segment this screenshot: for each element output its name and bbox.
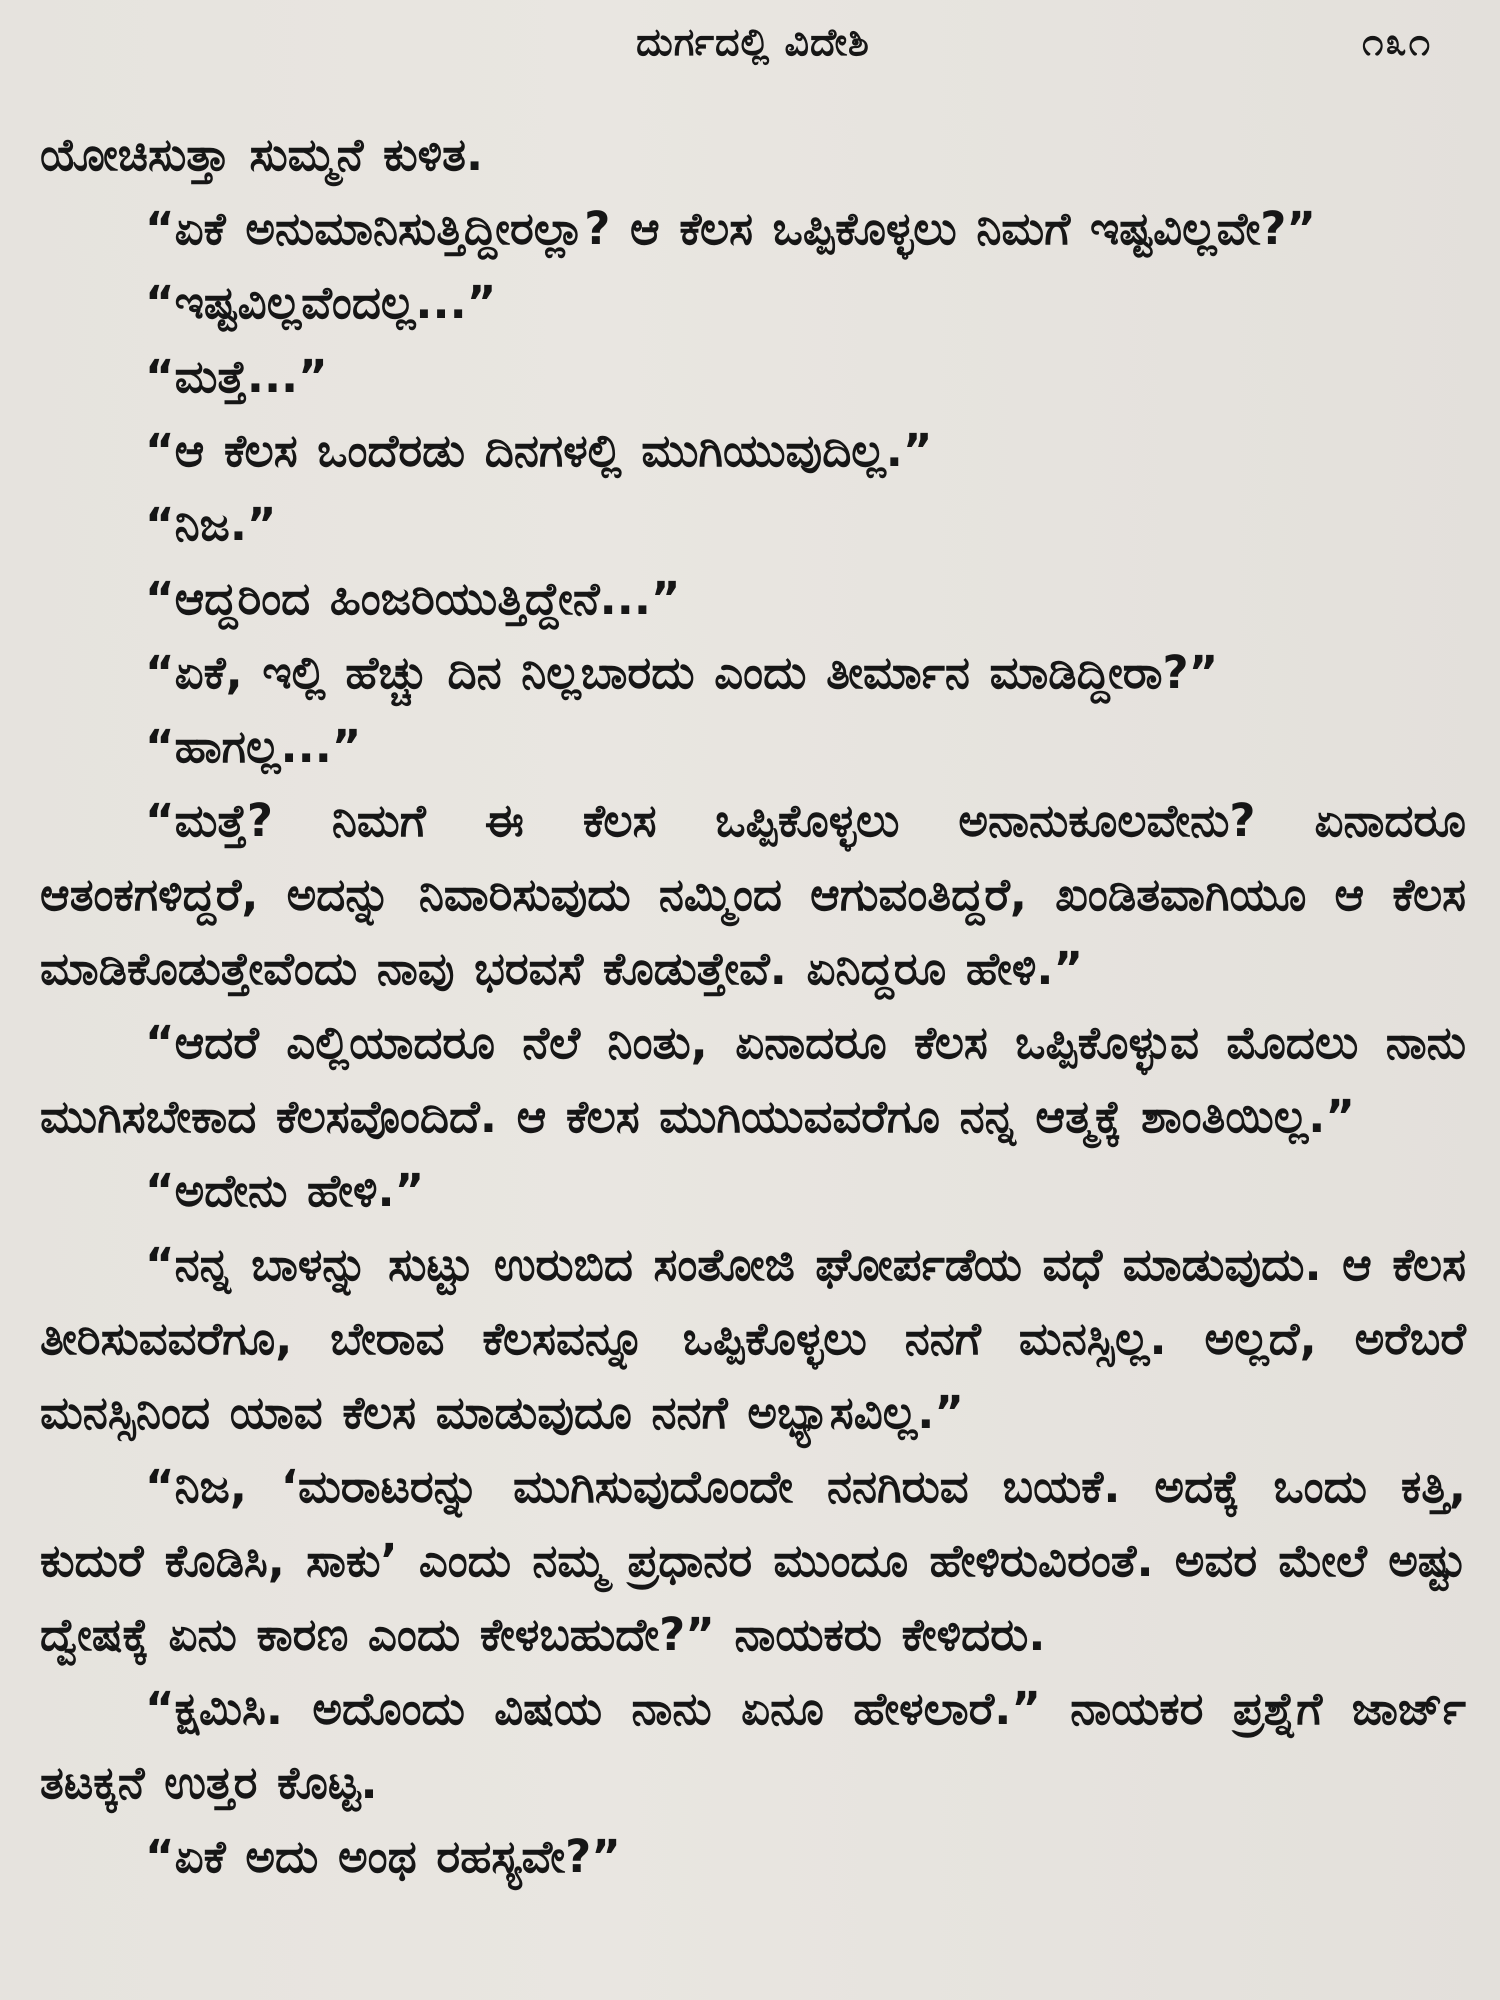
paragraph: “ನಿಜ.” — [145, 498, 277, 551]
paragraph: “ಹಾಗಲ್ಲ...” — [145, 720, 362, 773]
paragraph: “ಆ ಕೆಲಸ ಒಂದೆರಡು ದಿನಗಳಲ್ಲಿ ಮುಗಿಯುವುದಿಲ್ಲ.” — [145, 424, 933, 477]
paragraph: “ಕ್ಷಮಿಸಿ. ಅದೊಂದು ವಿಷಯ ನಾನು ಏನೂ ಹೇಳಲಾರೆ.” ನಾಯಕರ ಪ್ರಶ್ನೆಗೆ ಜಾರ್ಜ್ ತಟಕ್ಕನೆ ಉತ್ತರ ಕೊಟ್ಟ. — [40, 1682, 1466, 1809]
paragraph: “ಏಕೆ ಅನುಮಾನಿಸುತ್ತಿದ್ದೀರಲ್ಲಾ? ಆ ಕೆಲಸ ಒಪ್ಪಿಕೊಳ್ಳಲು ನಿಮಗೆ ಇಷ್ಟವಿಲ್ಲವೇ?” — [145, 202, 1316, 255]
running-title: ದುರ್ಗದಲ್ಲಿ ವಿದೇಶಿ — [636, 20, 870, 64]
paragraph: “ಆದ್ದರಿಂದ ಹಿಂಜರಿಯುತ್ತಿದ್ದೇನೆ...” — [145, 572, 681, 625]
paragraph: “ನಿಜ, ‘ಮರಾಟರನ್ನು ಮುಗಿಸುವುದೊಂದೇ ನನಗಿರುವ ಬಯಕೆ. ಅದಕ್ಕೆ ಒಂದು ಕತ್ತಿ, ಕುದುರೆ ಕೊಡಿಸಿ, ಸಾಕು’ ಎಂದು ನಮ್ಮ ಪ್ರಧಾನರ ಮುಂದೂ ಹೇಳಿರುವಿರಂತೆ. ಅವರ ಮೇಲೆ ಅಷ್ಟು ದ್ವೇಷಕ್ಕೆ ಏನು ಕಾರಣ ಎಂದು ಕೇಳಬಹುದೇ?” ನಾಯಕರು ಕೇಳಿದರು. — [40, 1460, 1466, 1661]
page-body — [40, 118, 1466, 1894]
paragraph: “ಇಷ್ಟವಿಲ್ಲವೆಂದಲ್ಲ...” — [145, 276, 497, 329]
page-header — [40, 18, 1466, 88]
paragraph: “ಅದೇನು ಹೇಳಿ.” — [145, 1164, 425, 1217]
paragraph: “ಏಕೆ, ಇಲ್ಲಿ ಹೆಚ್ಚು ದಿನ ನಿಲ್ಲಬಾರದು ಎಂದು ತೀರ್ಮಾನ ಮಾಡಿದ್ದೀರಾ?” — [145, 646, 1219, 699]
paragraph: “ನನ್ನ ಬಾಳನ್ನು ಸುಟ್ಟು ಉರುಬಿದ ಸಂತೋಜಿ ಘೋರ್ಪಡೆಯ ವಧೆ ಮಾಡುವುದು. ಆ ಕೆಲಸ ತೀರಿಸುವವರೆಗೂ, ಬೇರಾವ ಕೆಲಸವನ್ನೂ ಒಪ್ಪಿಕೊಳ್ಳಲು ನನಗೆ ಮನಸ್ಸಿಲ್ಲ. ಅಲ್ಲದೆ, ಅರೆಬರೆ ಮನಸ್ಸಿನಿಂದ ಯಾವ ಕೆಲಸ ಮಾಡುವುದೂ ನನಗೆ ಅಭ್ಯಾಸವಿಲ್ಲ.” — [40, 1238, 1466, 1439]
paragraph: “ಆದರೆ ಎಲ್ಲಿಯಾದರೂ ನೆಲೆ ನಿಂತು, ಏನಾದರೂ ಕೆಲಸ ಒಪ್ಪಿಕೊಳ್ಳುವ ಮೊದಲು ನಾನು ಮುಗಿಸಬೇಕಾದ ಕೆಲಸವೊಂದಿದೆ. ಆ ಕೆಲಸ ಮುಗಿಯುವವರೆಗೂ ನನ್ನ ಆತ್ಮಕ್ಕೆ ಶಾಂತಿಯಿಲ್ಲ.” — [40, 1016, 1466, 1143]
paragraph: “ಮತ್ತೆ...” — [145, 350, 328, 403]
paragraph: “ಮತ್ತೆ? ನಿಮಗೆ ಈ ಕೆಲಸ ಒಪ್ಪಿಕೊಳ್ಳಲು ಅನಾನುಕೂಲವೇನು? ಏನಾದರೂ ಆತಂಕಗಳಿದ್ದರೆ, ಅದನ್ನು ನಿವಾರಿಸುವುದು ನಮ್ಮಿಂದ ಆಗುವಂತಿದ್ದರೆ, ಖಂಡಿತವಾಗಿಯೂ ಆ ಕೆಲಸ ಮಾಡಿಕೊಡುತ್ತೇವೆಂದು ನಾವು ಭರವಸೆ ಕೊಡುತ್ತೇವೆ. ಏನಿದ್ದರೂ ಹೇಳಿ.” — [40, 794, 1466, 995]
paragraph: ಯೋಚಿಸುತ್ತಾ ಸುಮ್ಮನೆ ಕುಳಿತ. — [40, 128, 484, 181]
paragraph: “ಏಕೆ ಅದು ಅಂಥ ರಹಸ್ಯವೇ?” — [145, 1830, 621, 1883]
page-number: ೧೩೧ — [1362, 20, 1432, 64]
